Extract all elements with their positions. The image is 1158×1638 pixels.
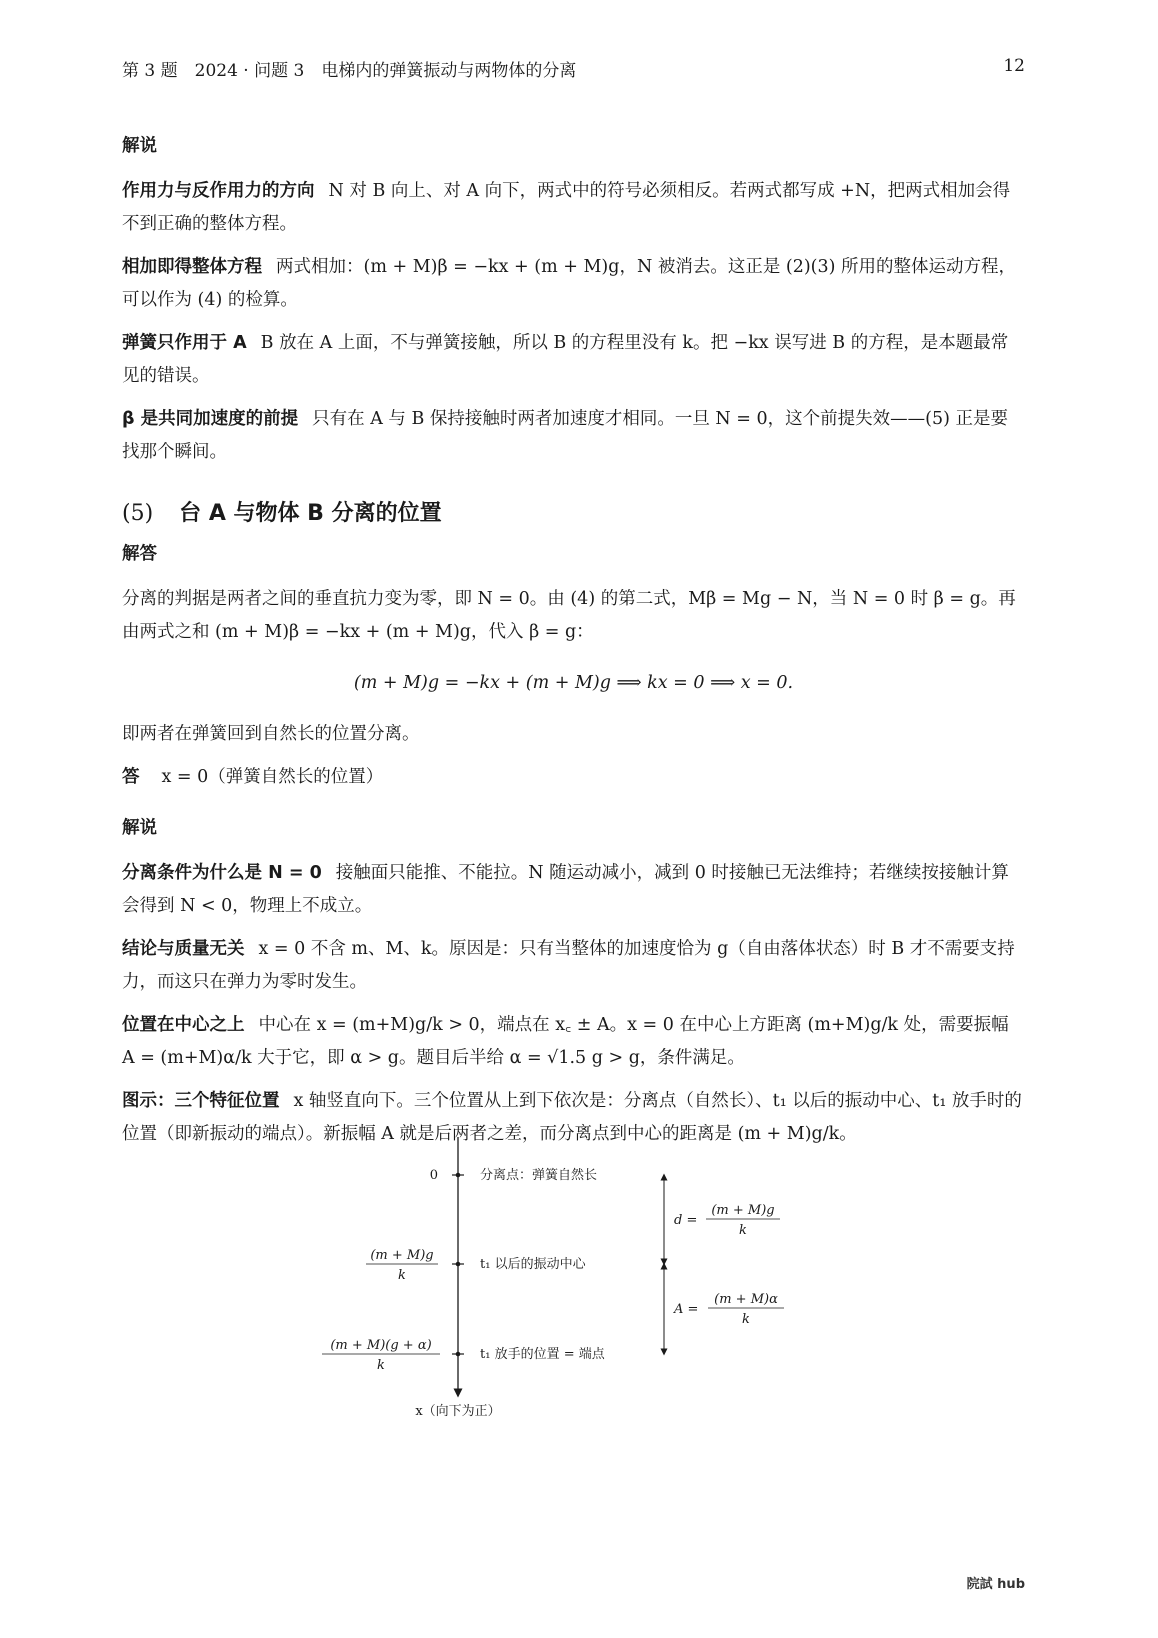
a-num: (m + M)α [714,1292,778,1307]
desc-center: t₁ 以后的振动中心 [480,1257,586,1272]
explanation-heading: 解说 [122,136,157,156]
item-body: 中心在 x = (m+M)g/k > 0，端点在 x꜀ ± A。x = 0 在中心上方距离 (m+M)g/k 处，需要振幅 A = (m+M)α/k 大于它，即 α > g。题目后半给 α = √1.5 g > g，条件满足。 [122,1015,1009,1068]
d-num: (m + M)g [711,1203,775,1218]
display-equation: (m + M)g = −kx + (m + M)g ⟹ kx = 0 ⟹ x = 0. [353,673,794,693]
solution-paragraph: 分离的判据是两者之间的垂直抗力变为零，即 N = 0。由 (4) 的第二式，Mβ = Mg − N，当 N = 0 时 β = g。再由两式之和 (m + M)β = −kx + (m + M)g，代入 β = g： [122,589,1016,642]
page-body [122,130,1025,1161]
explanation-item [122,933,1025,999]
explanation-item [122,1009,1025,1075]
item-body: 只有在 A 与 B 保持接触时两者加速度才相同。一旦 N = 0，这个前提失效——(5) 正是要找那个瞬间。 [122,409,1009,462]
footer-brand: 院試 hub [966,1577,1025,1592]
explanation-item [122,403,1025,469]
explanation-item [122,251,1025,317]
answer-line [122,761,1025,794]
item-term: β 是共同加速度的前提 [122,409,299,429]
page-number: 12 [1003,56,1025,76]
solution-conclusion: 即两者在弹簧回到自然长的位置分离。 [122,724,420,744]
label-center-num: (m + M)g [370,1248,434,1263]
axis-label: x（向下为正） [415,1404,501,1419]
point-end [456,1352,461,1357]
answer-text: x = 0（弹簧自然长的位置） [161,767,384,787]
section-title: 台 A 与物体 B 分离的位置 [179,501,442,526]
item-body: x = 0 不含 m、M、k。原因是：只有当整体的加速度恰为 g（自由落体状态）时 B 才不需要支持力，而这只在弹力为零时发生。 [122,939,1015,992]
item-body: N 对 B 向上、对 A 向下，两式中的符号必须相反。若两式都写成 +N，把两式相加会得不到正确的整体方程。 [122,181,1011,234]
section-number: (5) [122,501,154,526]
label-end-den: k [377,1358,385,1373]
explanation-heading: 解说 [122,818,157,838]
item-term: 作用力与反作用力的方向 [122,181,315,201]
point-zero [456,1173,461,1178]
explanation-item [122,857,1025,923]
item-term: 相加即得整体方程 [122,257,262,277]
solution-heading: 解答 [122,544,157,564]
desc-end: t₁ 放手的位置 = 端点 [480,1347,605,1362]
running-header: 第 3 题 2024 · 问题 3 电梯内的弹簧振动与两物体的分离 [122,61,577,81]
item-body: B 放在 A 上面，不与弹簧接触，所以 B 的方程里没有 k。把 −kx 误写进 B 的方程，是本题最常见的错误。 [122,333,1009,386]
item-body: 接触面只能推、不能拉。N 随运动减小，减到 0 时接触已无法维持；若继续按接触计算会得到 N < 0，物理上不成立。 [122,863,1009,916]
item-body: x 轴竖直向下。三个位置从上到下依次是：分离点（自然长）、t₁ 以后的振动中心、t₁ 放手时的位置（即新振动的端点）。新振幅 A 就是后两者之差，而分离点到中心的距离是 (m + M)g/k。 [122,1091,1022,1144]
d-den: k [739,1223,747,1238]
item-body: 两式相加：(m + M)β = −kx + (m + M)g，N 被消去。这正是 (2)(3) 所用的整体运动方程，可以作为 (4) 的检算。 [122,257,1017,310]
item-term: 图示：三个特征位置 [122,1091,280,1111]
item-term: 结论与质量无关 [122,939,245,959]
label-center-den: k [398,1268,406,1283]
point-center [456,1262,461,1267]
section-heading [122,497,1025,530]
item-term: 位置在中心之上 [122,1015,245,1035]
answer-label: 答 [122,767,140,787]
explanation-item [122,175,1025,241]
label-zero: 0 [429,1168,438,1183]
d-prefix: d = [674,1213,698,1228]
a-prefix: A = [674,1302,699,1317]
item-term: 分离条件为什么是 N = 0 [122,863,322,883]
a-den: k [742,1312,750,1327]
explanation-item [122,327,1025,393]
item-term: 弹簧只作用于 A [122,333,247,353]
position-diagram [300,1135,820,1435]
label-end-num: (m + M)(g + α) [330,1338,432,1353]
desc-separation: 分离点：弹簧自然长 [480,1168,598,1183]
